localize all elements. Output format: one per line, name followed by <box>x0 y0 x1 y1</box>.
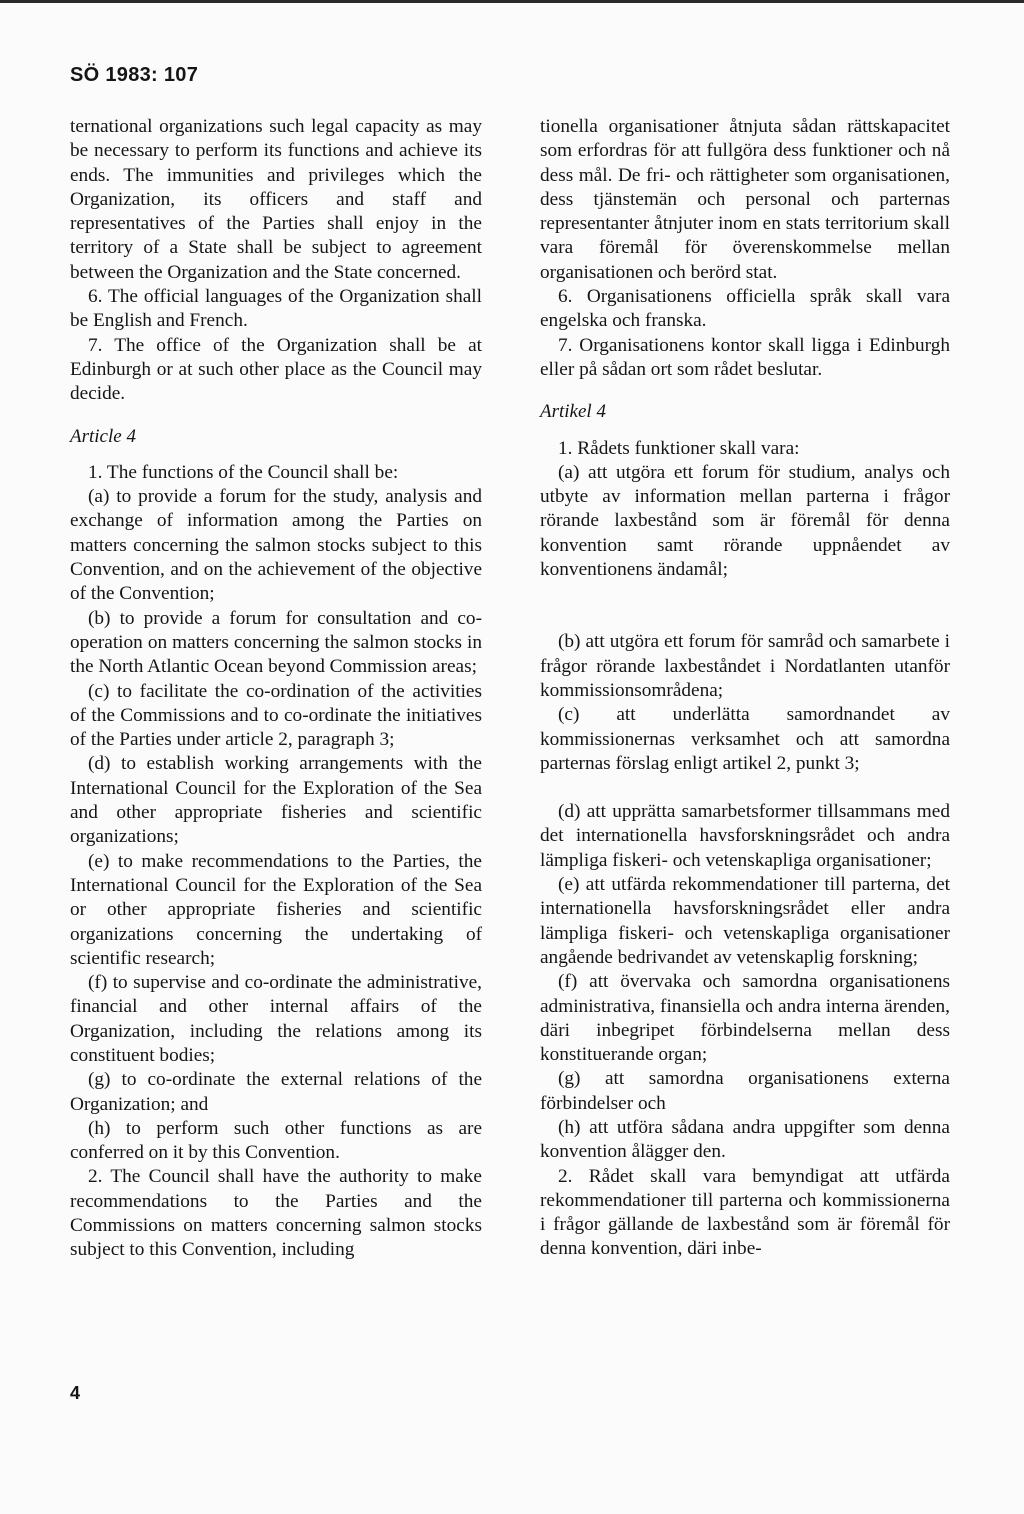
item-e: (e) att utfärda rekommendationer till parterna, det internationella havsforskningsrådet eller andra lämpliga fiskeri- och vetenskapliga organisationer angående bedrivandet av vetenskaplig forskning; <box>540 874 950 968</box>
item-g: (g) att samordna organisationens externa förbindelser och <box>540 1068 950 1114</box>
article-heading: Artikel 4 <box>540 401 606 423</box>
item-c: (c) to facilitate the co-ordination of the activities of the Commissions and to co-ordinate the initiatives of the Parties under article 2, paragraph 3; <box>70 680 482 751</box>
item-d: (d) att upprätta samarbetsformer tillsammans med det internationella havsforskningsrådet och andra lämpliga fiskeri- och vetenskapliga organisationer; <box>540 801 950 871</box>
paragraph-6: 6. The official languages of the Organization shall be English and French. <box>70 286 482 332</box>
item-f: (f) att övervaka och samordna organisationens administrativa, finansiella och andra interna ärenden, däri inbegripet förbindelserna mellan dess konstituerande organ; <box>540 971 950 1066</box>
item-1: 1. The functions of the Council shall be: <box>88 461 399 483</box>
spacer <box>540 776 950 800</box>
item-g: (g) to co-ordinate the external relations of the Organization; and <box>70 1069 482 1115</box>
top-border <box>0 0 1024 3</box>
item-2: 2. The Council shall have the authority to make recommendations to the Parties and the Commissions on matters concerning salmon stocks subject to this Convention, including <box>70 1166 482 1261</box>
item-e: (e) to make recommendations to the Parties, the International Council for the Exploration of the Sea or other appropriate fisheries and scientific organizations concerning the undertaking of scientific research; <box>70 850 482 969</box>
item-b: (b) to provide a forum for consultation and co-operation on matters concerning the salmon stocks in the North Atlantic Ocean beyond Commission areas; <box>70 607 482 678</box>
swedish-column <box>540 115 950 1262</box>
item-d: (d) to establish working arrangements with the International Council for the Exploration of the Sea and other appropriate fisheries and scientific organizations; <box>70 753 482 848</box>
spacer <box>540 582 950 630</box>
item-c: (c) att underlätta samordnandet av kommissionernas verksamhet och att samordna parternas förslag enligt artikel 2, punkt 3; <box>540 704 950 774</box>
paragraph-7: 7. The office of the Organization shall be at Edinburgh or at such other place as the Council may decide. <box>70 334 482 405</box>
item-2: 2. Rådet skall vara bemyndigat att utfärda rekommendationer till parterna och kommissionerna i frågor gällande de laxbestånd som är föremål för denna konvention, däri inbe- <box>540 1165 950 1260</box>
page-number: 4 <box>70 1383 81 1403</box>
item-b: (b) att utgöra ett forum för samråd och samarbete i frågor rörande laxbeståndet i Nordatlanten utanför kommissionsområdena; <box>540 631 950 701</box>
document-reference: SÖ 1983: 107 <box>70 64 199 86</box>
paragraph-7: 7. Organisationens kontor skall ligga i Edinburgh eller på sådan ort som rådet beslutar. <box>540 334 950 380</box>
item-h: (h) att utföra sådana andra uppgifter som denna konvention ålägger den. <box>540 1116 950 1163</box>
intro-paragraph: tionella organisationer åtnjuta sådan rättskapacitet som erfordras för att fullgöra dess funktioner och nå dess mål. De fri- och rättigheter som organisationen, dess tjänstemän och personal och parternas representanter åtnjuter inom en stats territorium skall vara föremål för överenskommelse mellan organisationen och berörd stat. <box>540 116 950 283</box>
item-a: (a) to provide a forum for the study, analysis and exchange of information among the Parties on matters concerning the salmon stocks subject to this Convention, and on the achievement of the objective of the Convention; <box>70 486 482 605</box>
article-heading: Article 4 <box>70 425 136 447</box>
paragraph-6: 6. Organisationens officiella språk skall vara engelska och franska. <box>540 286 950 332</box>
item-a: (a) att utgöra ett forum för studium, analys och utbyte av information mellan parterna i frågor rörande laxbestånd som är föremål för denna konvention samt rörande uppnåendet av konventionens ändamål; <box>540 461 950 581</box>
english-column <box>70 115 482 1263</box>
item-1: 1. Rådets funktioner skall vara: <box>558 437 800 459</box>
item-h: (h) to perform such other functions as are conferred on it by this Convention. <box>70 1117 482 1164</box>
item-f: (f) to supervise and co-ordinate the administrative, financial and other internal affairs of the Organization, including the relations among its constituent bodies; <box>70 972 482 1066</box>
intro-paragraph: ternational organizations such legal capacity as may be necessary to perform its functions and achieve its ends. The immunities and privileges which the Organization, its officers and staff and representatives of the Parties shall enjoy in the territory of a State shall be subject to agreement between the Organization and the State concerned. <box>70 116 482 283</box>
